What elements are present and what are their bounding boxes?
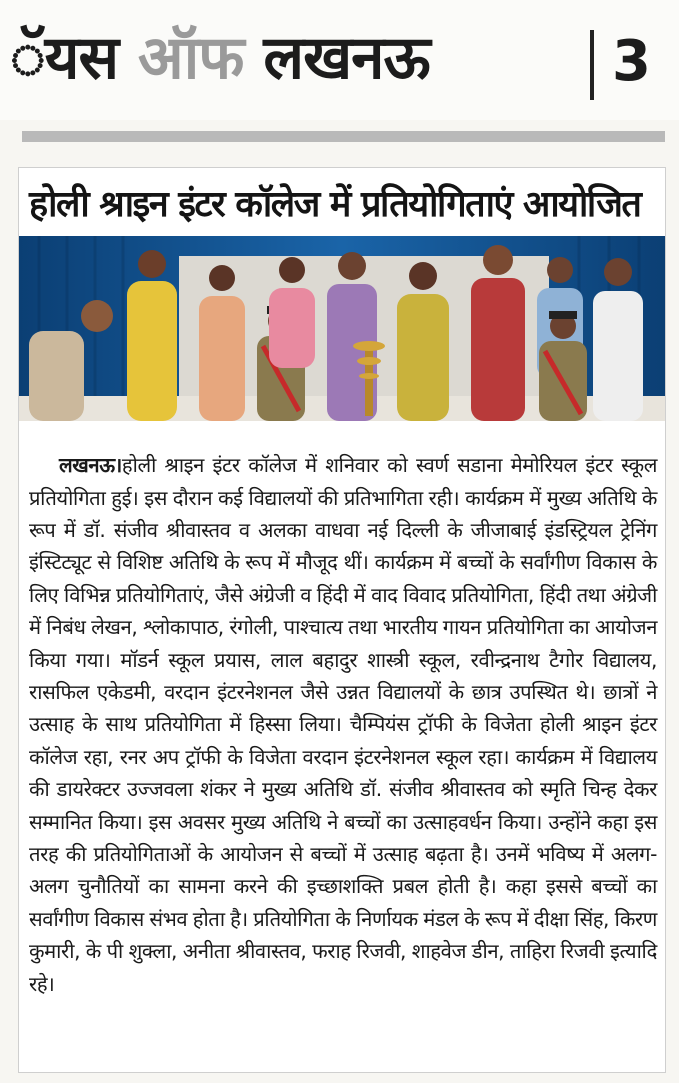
article-body	[29, 449, 657, 1000]
masthead-title-part1: ॅयस	[10, 23, 118, 93]
page-number: 3	[612, 29, 651, 94]
masthead-divider	[590, 30, 594, 100]
masthead-title-part3: लखनऊ	[263, 23, 430, 93]
article-headline: होली श्राइन इंटर कॉलेज में प्रतियोगिताएं आयोजित	[29, 184, 641, 225]
masthead-title-part2: ऑफ	[137, 23, 244, 93]
event-photo-illustration	[19, 236, 665, 421]
article-photo	[19, 236, 665, 421]
masthead	[0, 0, 679, 120]
section-rule	[22, 131, 665, 142]
article-dateline: लखनऊ।	[59, 453, 122, 478]
masthead-title	[10, 18, 430, 98]
article-body-text: होली श्राइन इंटर कॉलेज में शनिवार को स्वर्ण सडाना मेमोरियल इंटर स्कूल प्रतियोगिता हुई। इस दौरान कई विद्यालयों की प्रतिभागिता रही। कार्यक्रम में मुख्य अतिथि के रूप में डॉ. संजीव श्रीवास्तव व अलका वाधवा नई दिल्ली के जीजाबाई इंडस्ट्रियल ट्रेनिंग इंस्टिट्यूट से विशिष्ट अतिथि के रूप में मौजूद थीं। कार्यक्रम में बच्चों के सर्वांगीण विकास के लिए विभिन्न प्रतियोगिताएं, जैसे अंग्रेजी व हिंदी में वाद विवाद प्रतियोगिता, हिंदी तथा अंग्रेजी में निबंध लेखन, श्लोकापाठ, रंगोली, पाश्चात्य तथा भारतीय गायन प्रतियोगिता का आयोजन किया गया। मॉडर्न स्कूल प्रयास, लाल बहादुर शास्त्री स्कूल, रवीन्द्रनाथ टैगोर विद्यालय, रासफिल एकेडमी, वरदान इंटरनेशनल जैसे उन्नत विद्यालयों के छात्र उपस्थित थे। छात्रों ने उत्साह के साथ प्रतियोगिता में हिस्सा लिया। चैम्पियंस ट्रॉफी के विजेता होली श्राइन इंटर कॉलेज रहा, रनर अप ट्रॉफी के विजेता वरदान इंटरनेशनल स्कूल रहा। कार्यक्रम में विद्यालय की डायरेक्टर उज्जवला शंकर ने मुख्य अतिथि डॉ. संजीव श्रीवास्तव को स्मृति चिन्ह देकर सम्मानित किया। इस अवसर मुख्य अतिथि ने बच्चों का उत्साहवर्धन किया। उन्होंने कहा इस तरह की प्रतियोगिताओं के आयोजन से बच्चों में उत्साह बढ़ता है। उनमें भविष्य में अलग-अलग चुनौतियों का सामना करने की इच्छाशक्ति प्रबल होती है। कहा इससे बच्चों का सर्वांगीण विकास संभव होता है। प्रतियोगिता के निर्णायक मंडल के रूप में दीक्षा सिंह, किरण कुमारी, के पी शुक्ला, अनीता श्रीवास्तव, फराह रिजवी, शाहवेज डीन, ताहिरा रिजवी इत्यादि रहे।	[29, 453, 657, 996]
news-article	[18, 167, 666, 1073]
